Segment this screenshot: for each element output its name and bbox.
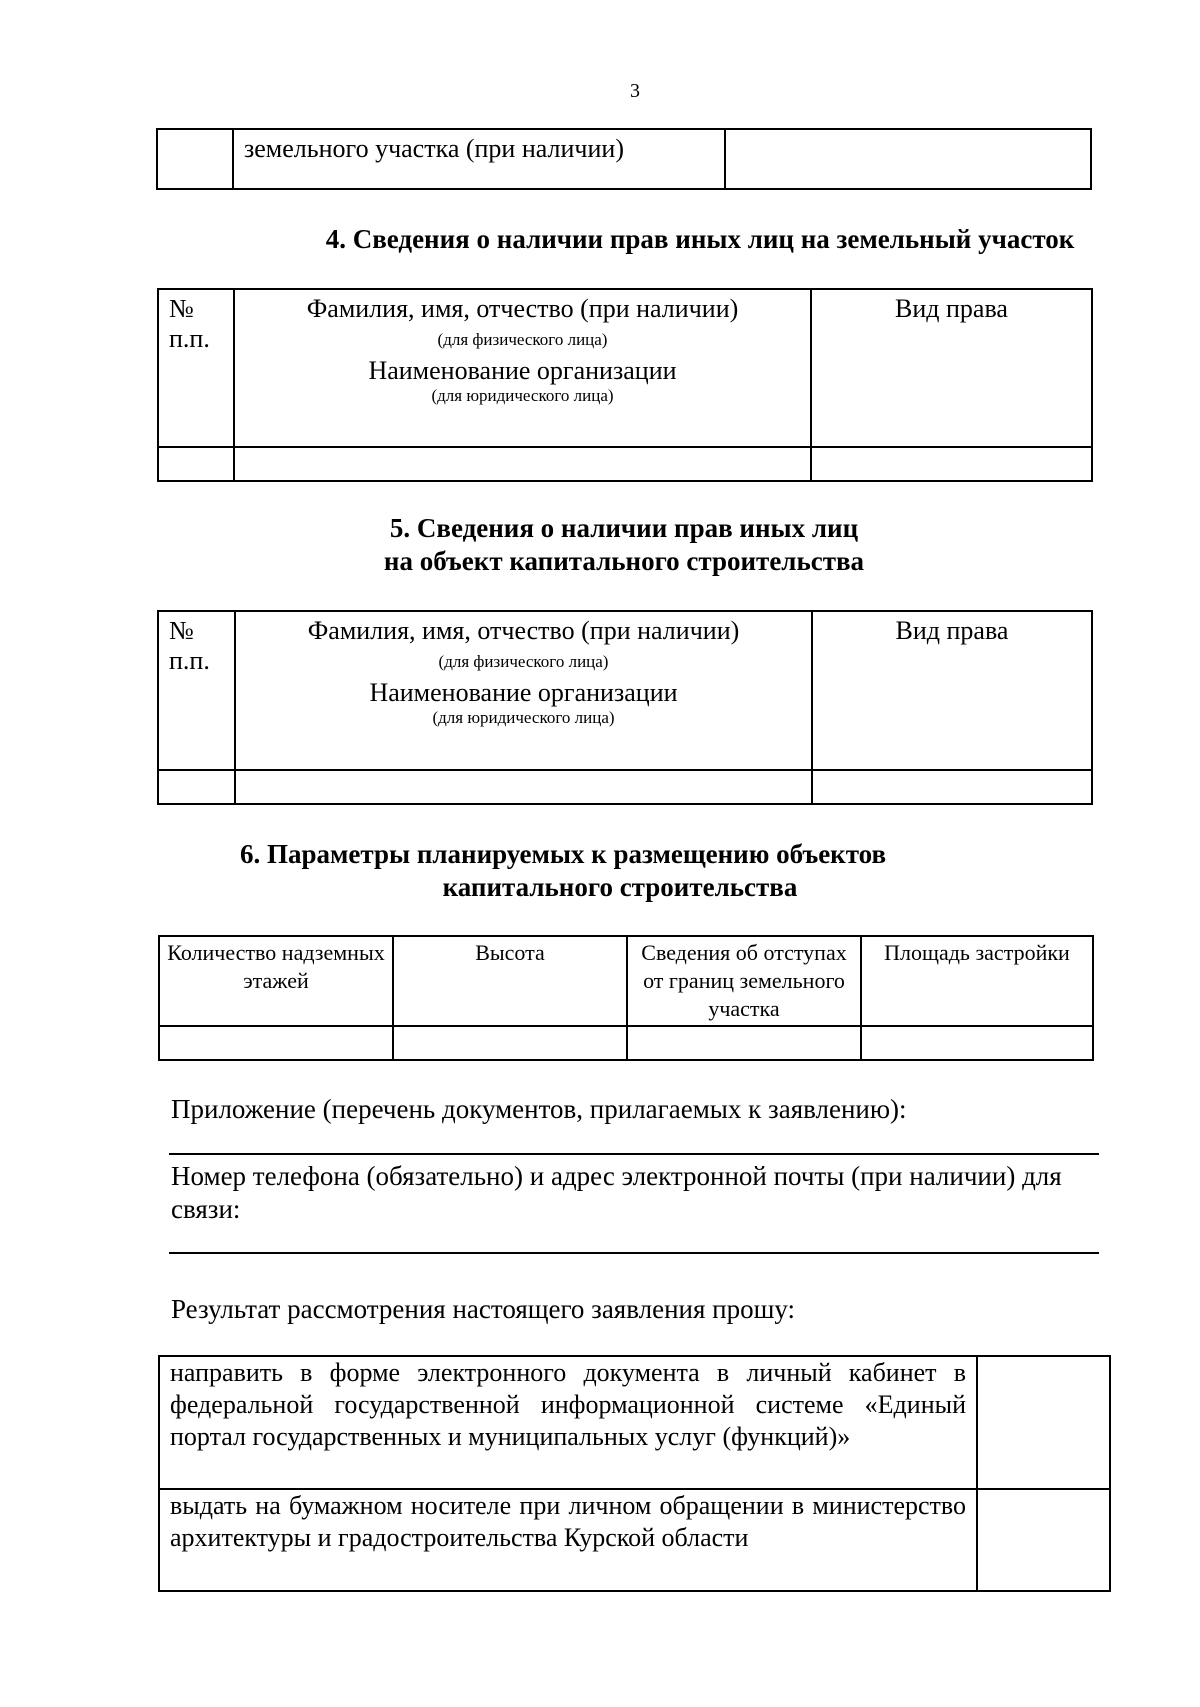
land-plot-value-cell[interactable] bbox=[725, 129, 1091, 189]
result-label: Результат рассмотрения настоящего заявления прошу: bbox=[171, 1294, 796, 1324]
section5-table bbox=[157, 610, 1093, 805]
option-electronic-text: направить в форме электронного документа в личный кабинет в федеральной государственной информационной системе «Единый портал государственных и муниципальных услуг (функций)» bbox=[159, 1356, 977, 1489]
col-name-header: Фамилия, имя, отчество (при наличии) (для физического лица) Наименование организации (для юридического лица) bbox=[235, 611, 812, 770]
table-cell[interactable] bbox=[158, 770, 235, 804]
option-paper-text: выдать на бумажном носителе при личном обращении в министерство архитектуры и градостроительства Курской области bbox=[159, 1489, 977, 1591]
table-cell[interactable] bbox=[811, 447, 1092, 481]
attachments-input-line[interactable] bbox=[169, 1153, 1099, 1155]
col-number-header: № п.п. bbox=[158, 611, 235, 770]
col-number-header: № п.п. bbox=[158, 289, 234, 447]
option-paper-checkbox[interactable] bbox=[977, 1489, 1110, 1591]
contact-input-line[interactable] bbox=[169, 1252, 1099, 1254]
section6-table bbox=[158, 935, 1094, 1061]
empty-cell bbox=[157, 129, 233, 189]
col-right-type-header: Вид права bbox=[811, 289, 1092, 447]
contact-label: Номер телефона (обязательно) и адрес электронной почты (при наличии) для связи: bbox=[171, 1161, 1062, 1224]
table-cell[interactable] bbox=[234, 447, 811, 481]
table-cell[interactable] bbox=[158, 447, 234, 481]
section6-title: 6. Параметры планируемых к размещению объектов капитального строительства bbox=[240, 839, 887, 902]
col-right-type-header: Вид права bbox=[812, 611, 1092, 770]
section4-table bbox=[157, 288, 1093, 482]
table-cell[interactable] bbox=[627, 1026, 861, 1060]
table-cell[interactable] bbox=[861, 1026, 1093, 1060]
option-electronic-checkbox[interactable] bbox=[977, 1356, 1110, 1489]
table-cell[interactable] bbox=[812, 770, 1092, 804]
table-cell[interactable] bbox=[393, 1026, 627, 1060]
page-number: 3 bbox=[630, 80, 640, 102]
section4-title: 4. Сведения о наличии прав иных лиц на земельный участок bbox=[325, 224, 1075, 254]
land-plot-label: земельного участка (при наличии) bbox=[233, 129, 725, 189]
col-setbacks-header: Сведения об отступах от границ земельного участка bbox=[627, 936, 861, 1026]
result-options-table bbox=[158, 1355, 1111, 1592]
col-height-header: Высота bbox=[393, 936, 627, 1026]
col-name-header: Фамилия, имя, отчество (при наличии) (для физического лица) Наименование организации (для юридического лица) bbox=[234, 289, 811, 447]
land-plot-continuation-table bbox=[156, 128, 1092, 190]
attachments-label: Приложение (перечень документов, прилагаемых к заявлению): bbox=[171, 1094, 907, 1124]
table-cell[interactable] bbox=[235, 770, 812, 804]
section5-title: 5. Сведения о наличии прав иных лиц на объект капитального строительства bbox=[383, 513, 865, 576]
table-cell[interactable] bbox=[159, 1026, 393, 1060]
col-floors-header: Количество надземных этажей bbox=[159, 936, 393, 1026]
col-area-header: Площадь застройки bbox=[861, 936, 1093, 1026]
